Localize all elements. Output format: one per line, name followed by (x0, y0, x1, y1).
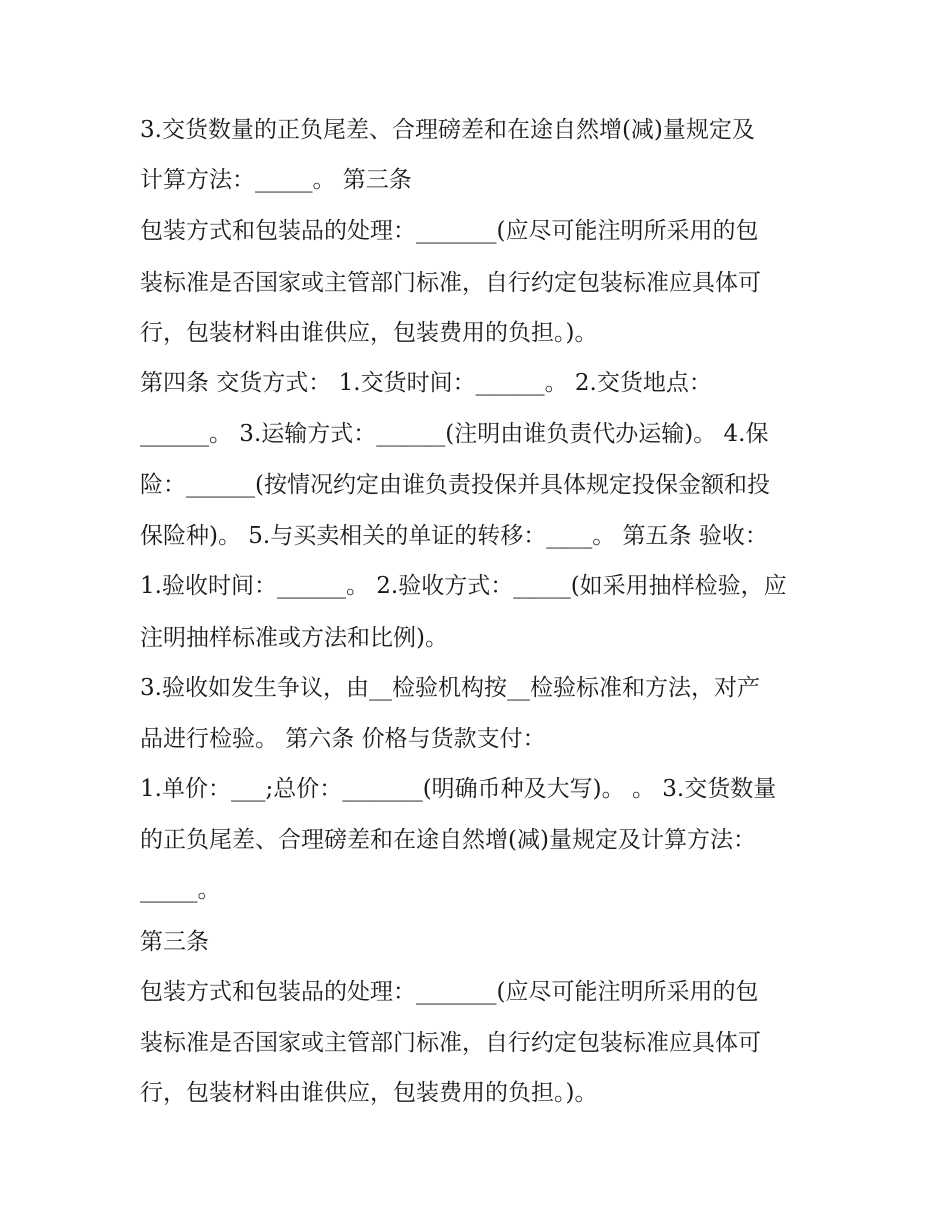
text-line: 包装方式和包装品的处理：_______(应尽可能注明所采用的包 (140, 979, 759, 1005)
text-line: 行，包装材料由谁供应，包装费用的负担。)。 (140, 320, 598, 346)
text-line: 3.交货数量的正负尾差、合理磅差和在途自然增(减)量规定及 (140, 117, 755, 143)
text-line: ______。 3.运输方式：______(注明由谁负责代办运输)。 4.保 (140, 421, 769, 447)
text-line: 包装方式和包装品的处理：_______(应尽可能注明所采用的包 (140, 218, 759, 244)
text-line: 品进行检验。 第六条 价格与货款支付： (140, 726, 546, 752)
text-line: 装标准是否国家或主管部门标准，自行约定包装标准应具体可 (140, 270, 761, 296)
text-line: 3.验收如发生争议，由__检验机构按__检验标准和方法，对产 (140, 675, 760, 701)
text-line: 险：______(按情况约定由谁负责投保并具体规定投保金额和投 (140, 472, 770, 498)
text-line: 装标准是否国家或主管部门标准，自行约定包装标准应具体可 (140, 1030, 761, 1056)
text-line: 1.验收时间：______。 2.验收方式：_____(如采用抽样检验，应 (140, 573, 787, 599)
text-line: 行，包装材料由谁供应，包装费用的负担。)。 (140, 1080, 598, 1106)
text-line: 的正负尾差、合理磅差和在途自然增(减)量规定及计算方法： (140, 827, 756, 853)
text-line: _____。 (140, 877, 221, 903)
text-line: 计算方法：_____。 第三条 (140, 167, 412, 193)
text-line: 注明抽样标准或方法和比例)。 (140, 625, 448, 651)
text-line: 1.单价：___;总价：_______(明确币种及大写)。 。 3.交货数量 (140, 776, 777, 802)
text-line: 第四条 交货方式： 1.交货时间：______。 2.交货地点： (140, 370, 712, 396)
text-line: 第三条 (140, 929, 209, 955)
text-line: 保险种)。 5.与买卖相关的单证的转移：____。 第五条 验收： (140, 523, 768, 549)
